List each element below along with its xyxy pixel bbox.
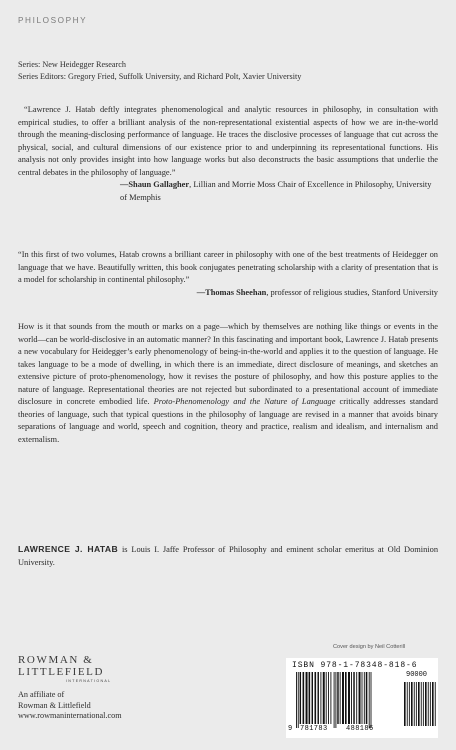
price-bar bbox=[416, 682, 417, 726]
endorser-name: —Shaun Gallagher bbox=[120, 180, 190, 190]
cover-credit: Cover design by Neil Cotterill bbox=[333, 644, 406, 650]
affiliate-name: Rowman & Littlefield bbox=[18, 700, 91, 710]
barcode-bar bbox=[320, 672, 321, 724]
barcode-bar bbox=[318, 672, 319, 724]
price-bar bbox=[425, 682, 427, 726]
author-bio-text: is Louis I. Jaffe Professor of Philosophy and eminent scholar emeritus at Old Dominion University. bbox=[18, 545, 439, 567]
barcode-bar bbox=[337, 672, 338, 724]
barcode-bar bbox=[364, 672, 365, 724]
publisher-logo-line2: LITTLEFIELD bbox=[18, 666, 105, 678]
barcode-bar bbox=[328, 672, 329, 724]
description-part1: How is it that sounds from the mouth or marks on a page—which by themselves are nothing like things or events in the world—can be world-disclosive in an automatic manner? In this fascinating and important book, Lawrence J. Hatab presents a new vocabulary for Heidegger’s early phenomenology of being-in-the-world and applies it to the question of language. He takes language to be a mode of dwelling, in which there is an immediate, direct disclosure of meanings, and sketches an extensive picture of proto-phenomenology, how it revises the posture of philosophy, and how this posture applies to the nature of language. Representational theories are not rejected but subordinated to a presentational account of immediate disclosure in concrete embodied life. bbox=[18, 322, 438, 407]
barcode-bar bbox=[326, 672, 327, 724]
barcode-bar bbox=[334, 672, 335, 728]
author-bio-paragraph bbox=[18, 543, 438, 569]
publisher-logo-line1: ROWMAN & bbox=[18, 654, 94, 666]
isbn-barcode bbox=[286, 658, 438, 738]
price-bar bbox=[411, 682, 413, 726]
isbn-label: ISBN 978-1-78348-818-6 bbox=[292, 661, 418, 670]
barcode-bar bbox=[306, 672, 308, 724]
price-bar bbox=[428, 682, 429, 726]
endorsement-text: “In this first of two volumes, Hatab crowns a brilliant career in philosophy with one of the best treatments of Heidegger on language that we have. Beautifully written, this book conjugates penetrating scholarship with a clarity of presentation that is a model for scholarship in continental philosophy.” bbox=[18, 250, 438, 285]
publisher-website: www.rowmaninternational.com bbox=[18, 711, 122, 720]
barcode-digits-group1: 781783 bbox=[300, 725, 328, 733]
endorsement-sheehan bbox=[18, 249, 438, 299]
barcode-bar bbox=[359, 672, 361, 724]
barcode-bar bbox=[342, 672, 344, 724]
category-label: PHILOSOPHY bbox=[18, 16, 88, 25]
barcode-bar bbox=[351, 672, 352, 724]
price-bar bbox=[423, 682, 424, 726]
barcode-bar bbox=[303, 672, 305, 724]
barcode-bar bbox=[371, 672, 372, 728]
barcode-bar bbox=[345, 672, 347, 724]
affiliate-line: An affiliate of bbox=[18, 690, 65, 699]
series-editors: Series Editors: Gregory Fried, Suffolk University, and Richard Polt, Xavier University bbox=[18, 72, 302, 81]
price-code: 90000 bbox=[406, 671, 428, 679]
barcode-bar bbox=[300, 672, 301, 724]
price-bar bbox=[418, 682, 420, 726]
barcode-bar bbox=[309, 672, 311, 724]
barcode-bar bbox=[335, 672, 336, 728]
barcode-bar bbox=[348, 672, 350, 724]
barcode-bar bbox=[340, 672, 341, 724]
barcode-bar bbox=[298, 672, 299, 728]
description-part2: critically addresses standard theories of language, such that typical questions in the philosophy of language are revised in a manner that avoids binary separations of language and world, speech and cognition, theory and practice, realism and idealism, and internalism and externalism. bbox=[18, 397, 438, 444]
price-bar bbox=[432, 682, 434, 726]
endorsement-gallagher bbox=[18, 104, 438, 204]
price-bar bbox=[407, 682, 408, 726]
price-bar bbox=[421, 682, 422, 726]
barcode-bar bbox=[353, 672, 354, 724]
publisher-logo-sub: INTERNATIONAL bbox=[66, 679, 112, 683]
price-bar bbox=[435, 682, 436, 726]
endorser-name: —Thomas Sheehan bbox=[196, 287, 267, 297]
barcode-digits-group2: 488186 bbox=[346, 725, 374, 733]
price-bar bbox=[430, 682, 431, 726]
barcode-digit-left: 9 bbox=[288, 725, 293, 733]
endorser-affiliation: , professor of religious studies, Stanford University bbox=[266, 287, 438, 297]
publisher-block bbox=[18, 654, 158, 722]
series-name: Series: New Heidegger Research bbox=[18, 60, 126, 69]
author-name: LAWRENCE J. HATAB bbox=[18, 544, 119, 554]
author-bio bbox=[18, 543, 438, 569]
barcode-bar bbox=[323, 672, 325, 724]
description-paragraph bbox=[18, 321, 438, 446]
barcode-bar bbox=[330, 672, 331, 724]
barcode-bar bbox=[356, 672, 357, 724]
book-title: Proto-Phenomenology and the Nature of Language bbox=[153, 397, 336, 407]
series-info bbox=[18, 59, 438, 83]
book-description bbox=[18, 321, 438, 446]
endorser-affiliation: , Lillian and Morrie Moss Chair of Excellence in Philosophy, University of Memphis bbox=[120, 180, 432, 202]
publisher-logo bbox=[18, 654, 158, 684]
price-bar bbox=[414, 682, 415, 726]
price-bar bbox=[409, 682, 410, 726]
endorsement-text: “Lawrence J. Hatab deftly integrates phenomenological and analytic resources in philosophy, in consultation with empirical studies, to offer a brilliant analysis of the non-representational existential aspects of how we are in-the-world through the meaning-disclosing performance of language. He traces the disclosive processes of language that cut across the physical, social, and cultural dimensions of our existence prior to and underpinning its representational functions. His analysis not only provides insight into how language works but also deconstructs the basic assumptions that underlie the central debates in the philosophy of language.” bbox=[18, 105, 438, 177]
endorsement-attribution bbox=[18, 287, 438, 300]
barcode-bar bbox=[312, 672, 313, 724]
barcode-bar bbox=[315, 672, 317, 724]
barcode-bar bbox=[366, 672, 368, 724]
barcode-bar bbox=[296, 672, 297, 728]
barcode-bar bbox=[362, 672, 363, 724]
price-bar bbox=[404, 682, 406, 726]
endorsement-attribution bbox=[18, 179, 438, 204]
barcode-bar bbox=[369, 672, 370, 728]
publisher-info bbox=[18, 690, 158, 722]
